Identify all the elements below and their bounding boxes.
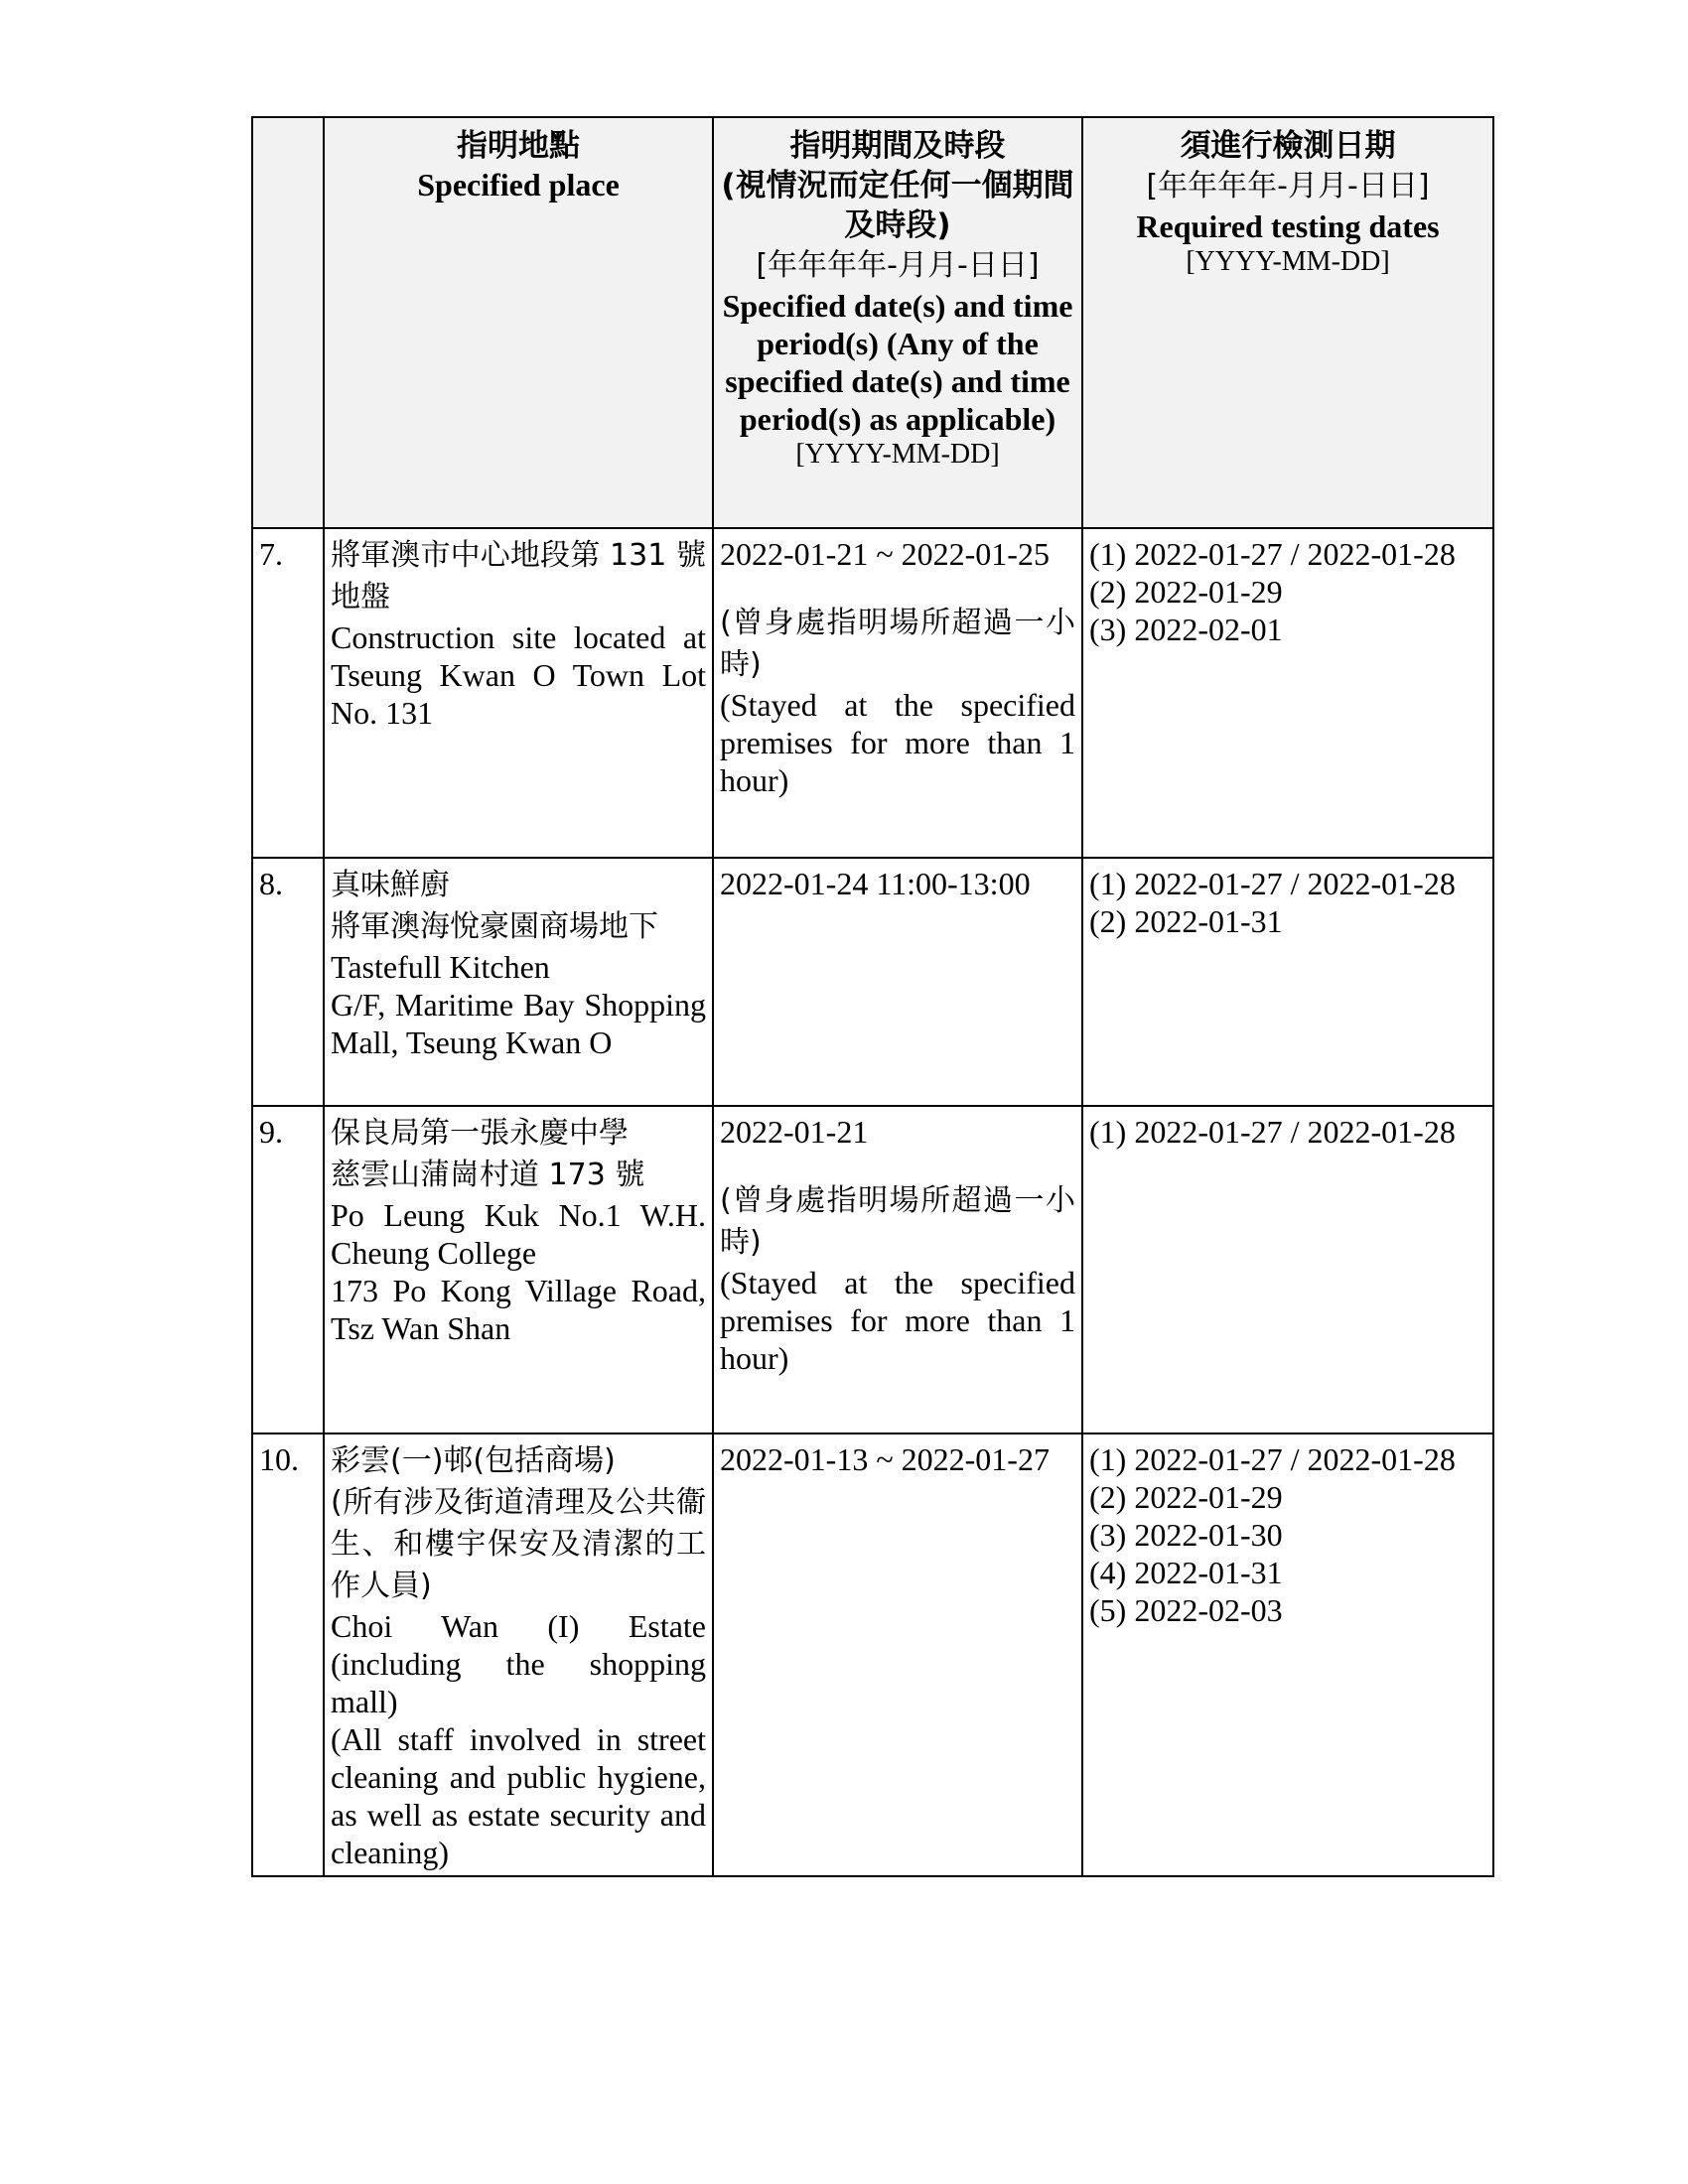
row-number: 9. xyxy=(252,1106,324,1433)
table-row xyxy=(252,1433,1493,1876)
table-row xyxy=(252,1106,1493,1433)
header-period: 指明期間及時段 (視情況而定任何一個期間及時段) [年年年年-月月-日日] Specified date(s) and time period(s) (Any of the specified date(s) and time period(s) as applicable) [YYYY-MM-DD] xyxy=(713,117,1082,528)
place-cell: 彩雲(一)邨(包括商場) (所有涉及街道清理及公共衞生、和樓宇保安及清潔的工作人員) Choi Wan (I) Estate (including the shopping mall) (All staff involved in street cleaning and public hygiene, as well as estate security and cleaning) xyxy=(324,1433,713,1876)
place-cell: 將軍澳市中心地段第 131 號地盤 Construction site located at Tseung Kwan O Town Lot No. 131 xyxy=(324,528,713,858)
period-cell: 2022-01-21 ~ 2022-01-25 (曾身處指明場所超過一小時) (Stayed at the specified premises for more than 1 hour) xyxy=(713,528,1082,858)
period-cell: 2022-01-24 11:00-13:00 xyxy=(713,858,1082,1106)
place-cell: 保良局第一張永慶中學 慈雲山蒲崗村道 173 號 Po Leung Kuk No.1 W.H. Cheung College 173 Po Kong Village Road, Tsz Wan Shan xyxy=(324,1106,713,1433)
row-number: 7. xyxy=(252,528,324,858)
specified-places-table xyxy=(251,116,1494,1877)
place-cell: 真味鮮廚 將軍澳海悅豪園商場地下 Tastefull Kitchen G/F, Maritime Bay Shopping Mall, Tseung Kwan O xyxy=(324,858,713,1106)
row-number: 10. xyxy=(252,1433,324,1876)
table-row xyxy=(252,528,1493,858)
header-place: 指明地點 Specified place xyxy=(324,117,713,528)
row-number: 8. xyxy=(252,858,324,1106)
testing-dates-cell: (1) 2022-01-27 / 2022-01-28 xyxy=(1082,1106,1493,1433)
testing-dates-cell: (1) 2022-01-27 / 2022-01-28 (2) 2022-01-29 (3) 2022-01-30 (4) 2022-01-31 (5) 2022-02-03 xyxy=(1082,1433,1493,1876)
table-row xyxy=(252,858,1493,1106)
testing-dates-cell: (1) 2022-01-27 / 2022-01-28 (2) 2022-01-31 xyxy=(1082,858,1493,1106)
period-cell: 2022-01-21 (曾身處指明場所超過一小時) (Stayed at the specified premises for more than 1 hour) xyxy=(713,1106,1082,1433)
table-header-row xyxy=(252,117,1493,528)
header-number xyxy=(252,117,324,528)
testing-dates-cell: (1) 2022-01-27 / 2022-01-28 (2) 2022-01-29 (3) 2022-02-01 xyxy=(1082,528,1493,858)
header-testing-dates: 須進行檢測日期 [年年年年-月月-日日] Required testing dates [YYYY-MM-DD] xyxy=(1082,117,1493,528)
period-cell: 2022-01-13 ~ 2022-01-27 xyxy=(713,1433,1082,1876)
